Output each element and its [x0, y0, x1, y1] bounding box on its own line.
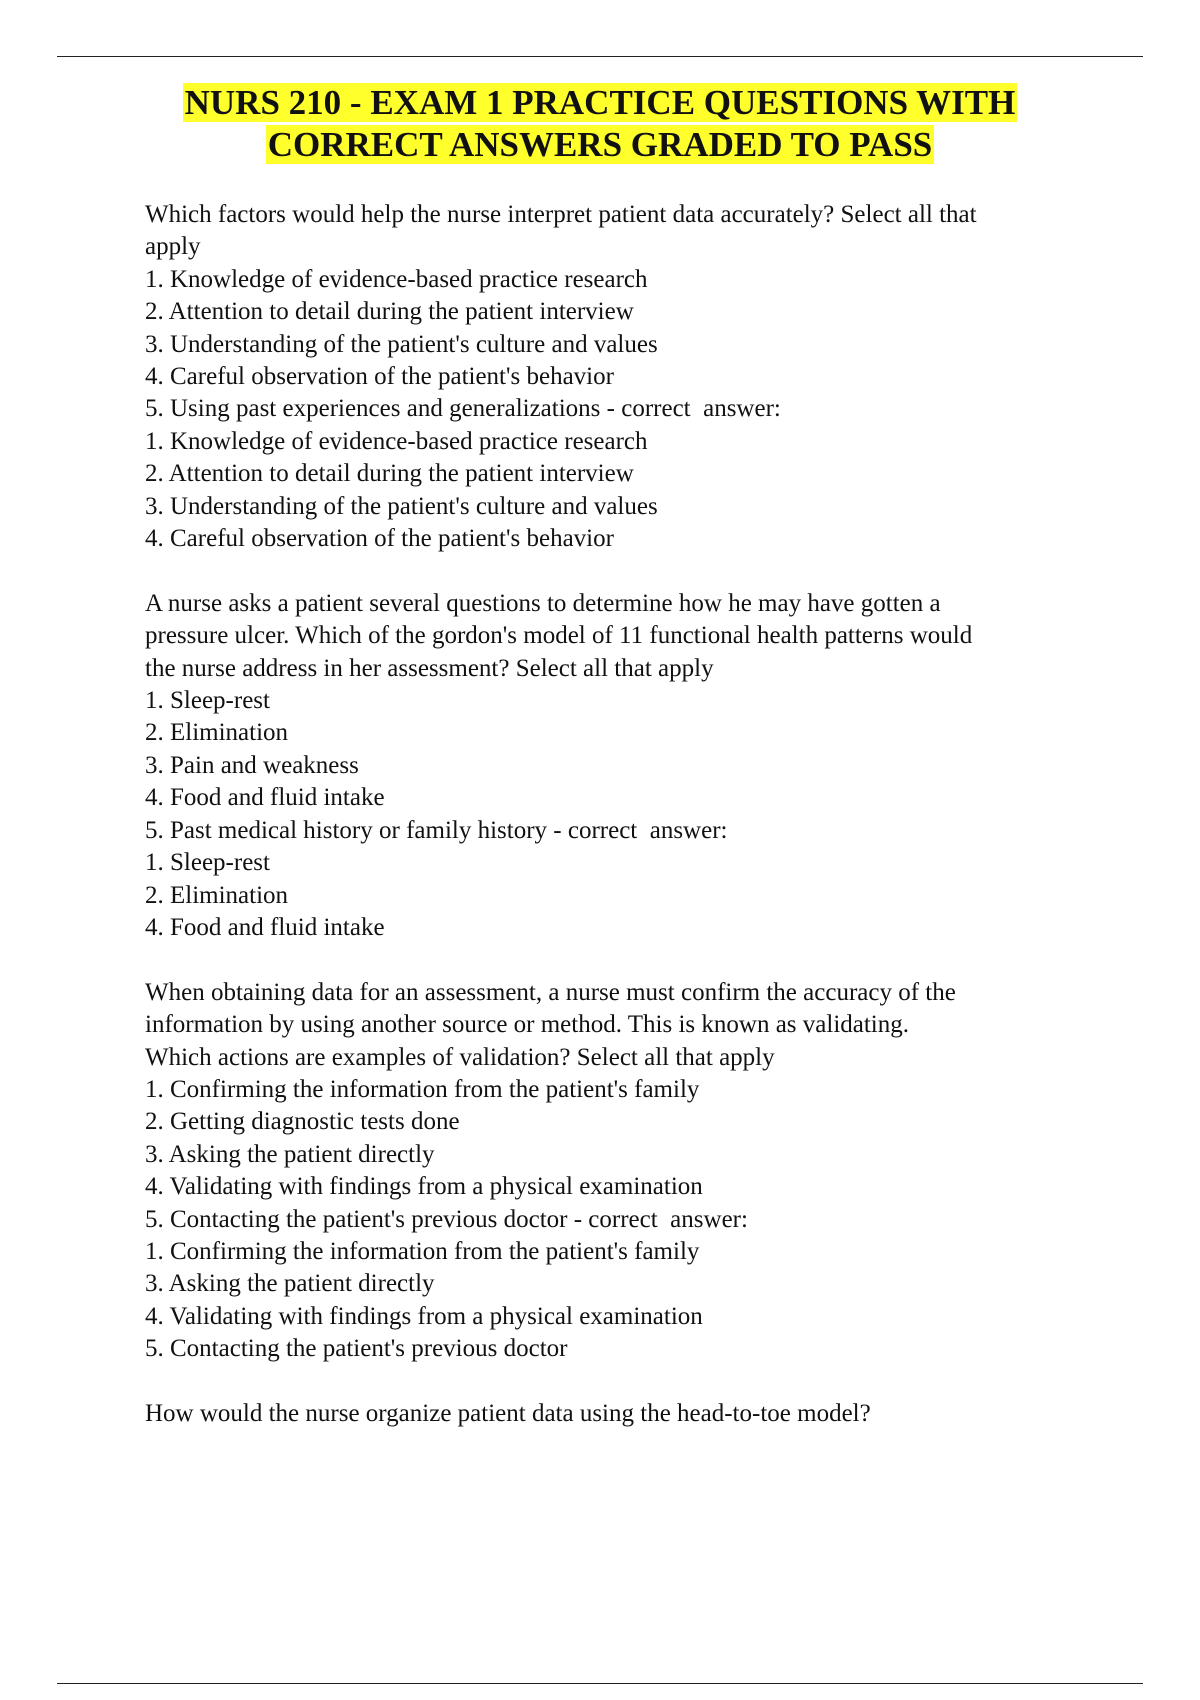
document-title: [0, 82, 1200, 166]
option-line: 3. Pain and weakness: [145, 751, 359, 779]
question-stem-line: information by using another source or method. This is known as validating.: [145, 1011, 910, 1039]
answer-line: 4. Food and fluid intake: [145, 913, 385, 941]
option-line: 2. Attention to detail during the patient interview: [145, 298, 634, 326]
question-stem-line: A nurse asks a patient several questions to determine how he may have gotten a: [145, 589, 941, 617]
option-line: 1. Sleep-rest: [145, 687, 270, 715]
option-line: 1. Confirming the information from the patient's family: [145, 1075, 700, 1103]
answer-line: 4. Careful observation of the patient's behavior: [145, 525, 614, 553]
question-stem-line: apply: [145, 233, 201, 261]
option-line: 5. Contacting the patient's previous doctor - correct answer:: [145, 1205, 748, 1233]
answer-line: 3. Understanding of the patient's culture and values: [145, 492, 658, 520]
question-stem-line: pressure ulcer. Which of the gordon's model of 11 functional health patterns would: [145, 622, 973, 650]
question-block: [145, 1398, 1095, 1430]
option-line: 4. Validating with findings from a physical examination: [145, 1173, 703, 1201]
option-line: 5. Using past experiences and generalizations - correct answer:: [145, 395, 781, 423]
option-line: 2. Getting diagnostic tests done: [145, 1108, 460, 1136]
title-line-1: NURS 210 - EXAM 1 PRACTICE QUESTIONS WITH: [184, 83, 1016, 122]
top-divider: [57, 56, 1143, 57]
question-block: [145, 199, 1095, 555]
question-block: [145, 588, 1095, 944]
title-line-2: CORRECT ANSWERS GRADED TO PASS: [267, 125, 933, 164]
option-line: 1. Knowledge of evidence-based practice research: [145, 265, 648, 293]
question-stem-line: Which actions are examples of validation? Select all that apply: [145, 1043, 775, 1071]
question-stem-line: When obtaining data for an assessment, a nurse must confirm the accuracy of the: [145, 978, 956, 1006]
answer-line: 4. Validating with findings from a physical examination: [145, 1302, 703, 1330]
question-stem-line: How would the nurse organize patient data using the head-to-toe model?: [145, 1399, 871, 1427]
option-line: 2. Elimination: [145, 719, 289, 747]
bottom-divider: [57, 1683, 1143, 1684]
answer-line: 2. Elimination: [145, 881, 289, 909]
question-block: [145, 977, 1095, 1366]
option-line: 3. Understanding of the patient's culture and values: [145, 330, 658, 358]
answer-line: 1. Knowledge of evidence-based practice research: [145, 427, 648, 455]
option-line: 4. Careful observation of the patient's behavior: [145, 363, 614, 391]
answer-line: 2. Attention to detail during the patient interview: [145, 460, 634, 488]
option-line: 3. Asking the patient directly: [145, 1140, 435, 1168]
questions-list: [145, 199, 1095, 1463]
answer-line: 3. Asking the patient directly: [145, 1270, 435, 1298]
answer-line: 1. Sleep-rest: [145, 849, 270, 877]
answer-line: 1. Confirming the information from the patient's family: [145, 1237, 700, 1265]
option-line: 4. Food and fluid intake: [145, 784, 385, 812]
option-line: 5. Past medical history or family history - correct answer:: [145, 816, 728, 844]
question-stem-line: the nurse address in her assessment? Select all that apply: [145, 654, 714, 682]
answer-line: 5. Contacting the patient's previous doctor: [145, 1335, 568, 1363]
question-stem-line: Which factors would help the nurse interpret patient data accurately? Select all that: [145, 201, 977, 228]
